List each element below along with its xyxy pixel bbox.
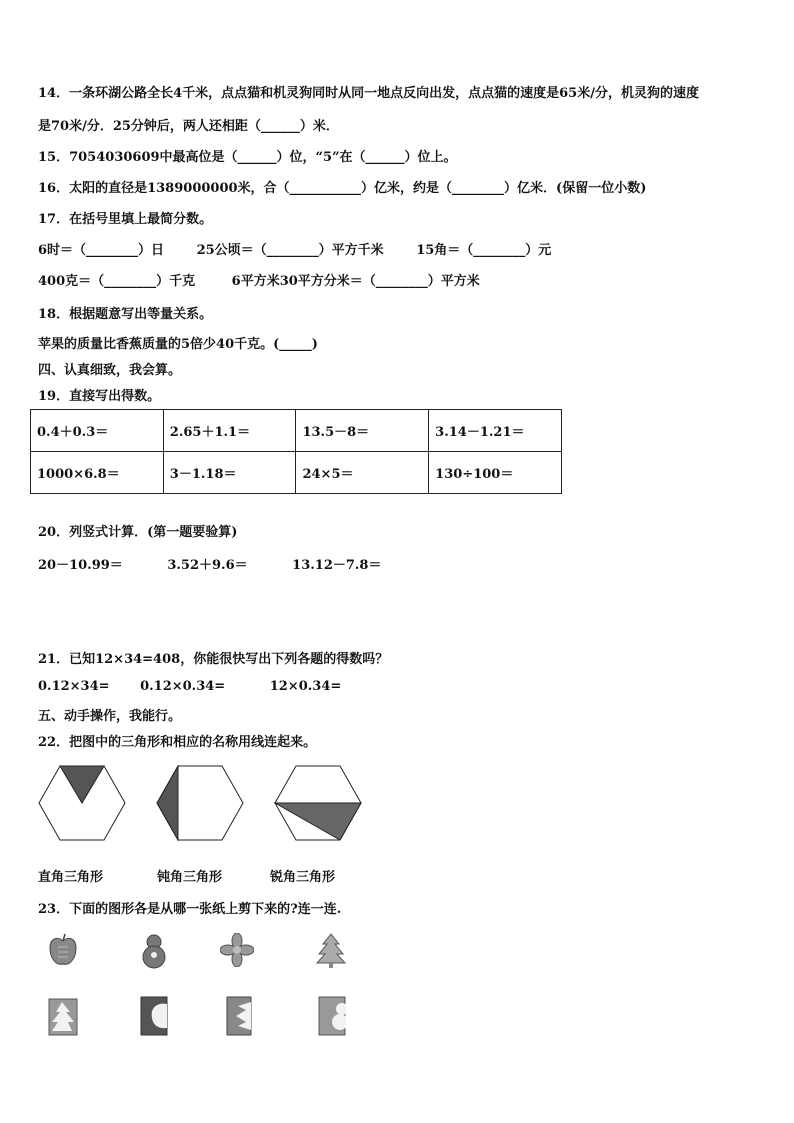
table-row xyxy=(31,410,562,452)
q17-item-hectares: 25公顷＝（________）平方千米 xyxy=(196,243,384,258)
paper-tree-hole-icon xyxy=(48,998,78,1036)
question-21-items xyxy=(38,679,341,694)
section-5-heading: 五、动手操作，我能行。 xyxy=(38,709,182,724)
table-cell: 24×5＝ xyxy=(296,452,429,494)
question-15: 15．7054030609中最高位是（______）位，“5”在（______）位上。 xyxy=(38,150,457,165)
question-18-text: 苹果的质量比香蕉质量的5倍少40千克。(_____) xyxy=(38,337,318,352)
q21-item-1: 0.12×34= xyxy=(38,679,110,694)
q20-item-1: 20－10.99＝ xyxy=(38,558,123,573)
q22-label-right-triangle: 直角三角形 xyxy=(38,870,104,885)
hexagon-obtuse-triangle-figure xyxy=(156,765,244,841)
q17-item-square-meters: 6平方米30平方分米＝（________）平方米 xyxy=(231,274,480,289)
paper-apple-hole-icon xyxy=(140,996,168,1036)
table-cell: 13.5－8＝ xyxy=(296,410,429,452)
question-17-title: 17．在括号里填上最简分数。 xyxy=(38,212,213,227)
question-14-line-1: 14．一条环湖公路全长4千米，点点猫和机灵狗同时从同一地点反向出发，点点猫的速度是65米/分，机灵狗的速度 xyxy=(38,86,699,101)
q20-item-3: 13.12－7.8＝ xyxy=(292,558,382,573)
table-cell: 3－1.18＝ xyxy=(163,452,296,494)
table-row xyxy=(31,452,562,494)
tree-icon xyxy=(315,933,347,969)
q17-item-grams: 400克＝（________）千克 xyxy=(38,274,196,289)
table-cell: 0.4＋0.3＝ xyxy=(31,410,164,452)
question-21-title: 21．已知12×34=408，你能很快写出下列各题的得数吗？ xyxy=(38,652,389,667)
paper-flower-hole-icon xyxy=(226,996,252,1036)
question-23-title: 23．下面的图形各是从哪一张纸上剪下来的?连一连. xyxy=(38,902,342,917)
question-14-line-2: 是70米/分．25分钟后，两人还相距（______）米． xyxy=(38,119,339,134)
q20-item-2: 3.52＋9.6＝ xyxy=(167,558,248,573)
table-cell: 1000×6.8＝ xyxy=(31,452,164,494)
table-cell: 3.14－1.21＝ xyxy=(429,410,562,452)
table-cell: 2.65＋1.1＝ xyxy=(163,410,296,452)
question-19-title: 19．直接写出得数。 xyxy=(38,389,161,404)
question-17-row-1 xyxy=(38,239,551,258)
question-20-items xyxy=(38,554,381,573)
q19-calc-table xyxy=(30,409,562,494)
q17-item-jiao: 15角＝（________）元 xyxy=(416,243,552,258)
question-20-title: 20．列竖式计算．(第一题要验算) xyxy=(38,525,238,540)
apple-icon xyxy=(48,933,78,967)
gourd-icon xyxy=(138,933,170,969)
question-16: 16．太阳的直径是1389000000米，合（___________）亿米，约是（________）亿米．(保留一位小数) xyxy=(38,181,647,196)
q22-label-acute-triangle: 锐角三角形 xyxy=(270,870,336,885)
q22-label-obtuse-triangle: 钝角三角形 xyxy=(157,870,223,885)
table-cell: 130÷100＝ xyxy=(429,452,562,494)
paper-gourd-hole-icon xyxy=(318,996,346,1036)
hexagon-acute-triangle-figure xyxy=(274,765,362,841)
section-4-heading: 四、认真细致，我会算。 xyxy=(38,363,182,378)
q21-item-3: 12×0.34= xyxy=(269,679,342,694)
q21-item-2: 0.12×0.34= xyxy=(140,679,226,694)
q17-item-hours: 6时＝（________）日 xyxy=(38,243,165,258)
question-17-row-2 xyxy=(38,270,480,289)
hexagon-right-triangle-figure xyxy=(38,765,126,841)
question-18-title: 18．根据题意写出等量关系。 xyxy=(38,307,213,322)
flower-icon xyxy=(220,933,254,967)
question-22-title: 22．把图中的三角形和相应的名称用线连起来。 xyxy=(38,735,317,750)
